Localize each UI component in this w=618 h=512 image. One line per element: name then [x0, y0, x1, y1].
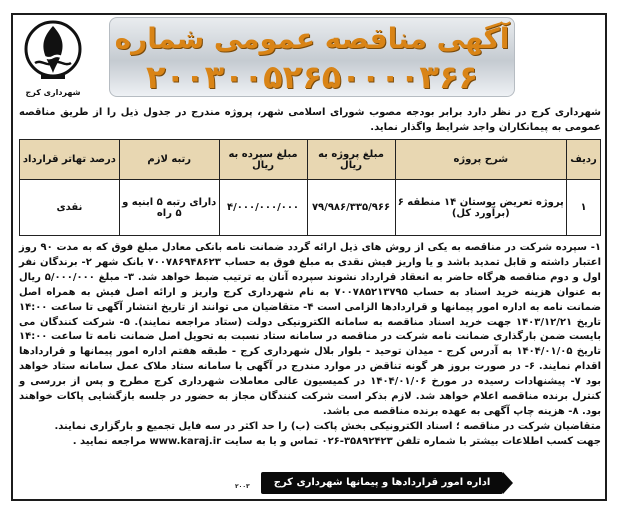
logo-caption: شهرداری کرج: [25, 88, 81, 97]
conditions-note: متقاضیان شرکت در مناقصه ؛ اسناد الکترونیکی بخش پاکت (ب) را حد اکثر در سه فایل تجمیع و بارگزاری نمایند.: [54, 420, 601, 432]
cell-required-rank: دارای رتبه ۵ ابنیه و ۵ راه: [119, 180, 219, 236]
conditions-paragraph: ۱- سپرده شرکت در مناقصه به یکی از روش های ذیل ارائه گردد ضمانت نامه بانکی معادل مبلغ فوق که به مدت ۹۰ روز اعتبار داشته و قابل تمدید باشد و یا واریز فیش نقدی به مبلغ فوق به حساب ۷۰۰۷۸۶۹۴۸۶۲۳ بانک شهر ۲- برندگان نفر اول و دوم مناقصه هرگاه حاضر به انعقاد قرارداد نشوند سپرده آنان به ترتیب ضبط خواهد شد. ۳- مبلغ ۵/۰۰۰/۰۰۰ ریال به عنوان هزینه خرید اسناد به حساب ۷۰۰۷۸۵۲۱۳۷۹۵ به نام شهرداری کرج واریز و ارائه اصل فیش به همراه اصل ضمانت نامه به اداره امور پیمانها و قراردادها الزامی است ۴- متقاضیان می توانند از تاریخ انتشار آگهی تا ساعت ۱۴:۰۰ تاریخ ۱۴۰۳/۱۲/۲۱ جهت خرید اسناد مناقصه به سامانه الکترونیکی دولت (ستاد مراجعه نمایند). ۵- شرکت کنندگان می بایست ضمن بارگذاری ضمانت نامه شرکت در مناقصه در سامانه ستاد نسبت به تحویل اصل ضمانت نامه تا ساعت ۱۴:۰۰ تاریخ ۱۴۰۴/۰۱/۰۵ به آدرس کرج - میدان توحید - بلوار بلال شهرداری کرج - طبقه هفتم اداره امور پیمانها و قراردادها اقدام نمایند. ۶- در صورت بروز هر گونه تناقض در موارد مندرج در آگهی با سامانه ستاد ملاک عمل سامانه ستاد خواهد بود ۷- پیشنهادات رسیده در مورخ ۱۴۰۴/۰۱/۰۶ در کمیسیون عالی معاملات شهرداری کرج مطرح و پس از بررسی و کنترل برنده مناقصه اعلام خواهد شد. لازم بذکر است شرکت کنندگان مجاز به حضور در جلسه بازگشایی پاکات خواهند بود. ۸- هزینه چاپ آگهی به عهده برنده مناقصه می باشد.: [19, 242, 601, 417]
col-header-project-amount: مبلغ پروژه به ریال: [307, 140, 395, 180]
col-header-row-number: ردیف: [567, 140, 601, 180]
karaj-municipality-logo: [21, 17, 85, 97]
col-header-description: شرح پروژه: [395, 140, 567, 180]
cell-payment-type: نقدی: [20, 180, 120, 236]
cell-project-amount: ۷۹/۹۸۶/۳۳۵/۹۶۶: [307, 180, 395, 236]
col-header-deposit-amount: مبلغ سپرده به ریال: [219, 140, 307, 180]
table-header-row: [20, 140, 601, 180]
notice-code: ۲۰۰۳: [235, 483, 250, 490]
logo-emblem-icon: [21, 17, 85, 85]
cell-description: پروژه تعریض بوستان ۱۴ منطقه ۶ (برآورد کل): [395, 180, 567, 236]
conditions-text: [19, 241, 601, 450]
cell-deposit-amount: ۴/۰۰۰/۰۰۰/۰۰۰: [219, 180, 307, 236]
notice-header: [13, 15, 605, 103]
cell-row-number: ۱: [567, 180, 601, 236]
intro-text: شهرداری کرج در نظر دارد برابر بودجه مصوب شورای اسلامی شهر، پروژه مندرج در جدول ذیل را از طریق مناقصه عمومی به پیمانکاران واجد شرایط واگذار نماید.: [19, 107, 601, 133]
col-header-payment-type: درصد تهاتر قرارداد: [20, 140, 120, 180]
col-header-required-rank: رتبه لازم: [119, 140, 219, 180]
notice-title: آگهی مناقصه عمومی شماره: [114, 22, 510, 55]
tender-number: ۲۰۰۳۰۰۵۲۶۵۰۰۰۰۳۶۶: [145, 58, 479, 96]
issuing-office-banner: اداره امور قراردادها و پیمانها شهرداری کرج: [261, 472, 503, 494]
notice-frame: [11, 13, 607, 501]
table-row: [20, 180, 601, 236]
banner-arrow-icon: [503, 472, 513, 494]
tender-table: [19, 139, 601, 236]
title-banner: [109, 17, 515, 97]
contact-info: جهت کسب اطلاعات بیشتر با شماره تلفن ۳۵۸۹۲۴۲۳-۰۲۶ تماس و یا به سایت www.karaj.ir مراجعه نمایید .: [72, 435, 601, 447]
